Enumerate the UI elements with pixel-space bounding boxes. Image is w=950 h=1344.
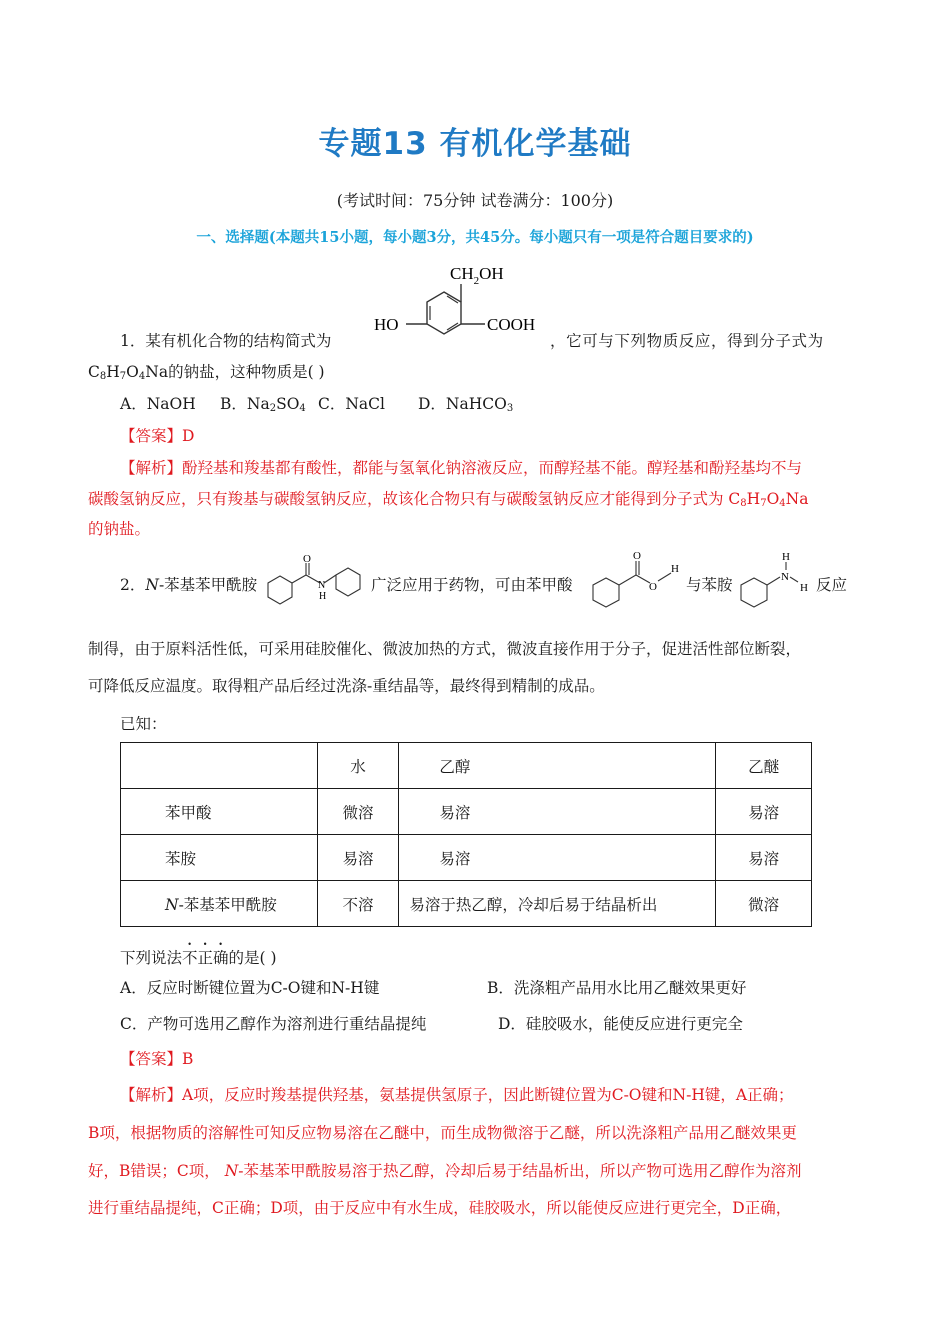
q2-option-b: B．洗涤粗产品用水比用乙醚效果更好 <box>487 979 747 997</box>
section-heading: 一、选择题(本题共15小题，每小题3分，共45分。每小题只有一项是符合题目要求的) <box>196 229 754 246</box>
q2-number: 2．N-苯基苯甲酰胺 <box>120 576 258 594</box>
table-header-cell <box>121 743 318 789</box>
q1-struct-top-label: $CH_2OH$ <box>450 264 504 287</box>
q1-analysis-line2: 碳酸氢钠反应，只有羧基与碳酸氢钠反应，故该化合物只有与碳酸氢钠反应才能得到分子式为 $C_8H_7O_4Na$ <box>88 490 809 509</box>
table-cell: N-苯基苯甲酰胺 <box>121 881 318 927</box>
q1-stem-line2: $C_8H_7O_4Na$的钠盐，这种物质是( ) <box>88 363 325 382</box>
q1-analysis-line1: 【解析】酚羟基和羧基都有酸性，都能与氢氧化钠溶液反应，而醇羟基不能。醇羟基和酚羟基均不与 <box>120 459 803 477</box>
q2-benzoic-acid-structure <box>586 548 686 614</box>
svg-text:O: O <box>649 581 657 593</box>
q2-question: 下列说法不正确的是( ) <box>120 949 277 967</box>
table-cell: 不溶 <box>317 881 399 927</box>
q2-aniline-structure <box>734 544 818 614</box>
q1-struct-left-label: HO <box>374 315 399 334</box>
table-cell: 易溶 <box>716 835 812 881</box>
svg-text:H: H <box>671 563 679 575</box>
q2-known-label: 已知： <box>120 715 167 733</box>
q1-structure-diagram <box>370 262 550 348</box>
table-cell: 易溶 <box>399 835 716 881</box>
table-cell: 苯胺 <box>121 835 318 881</box>
q1-stem-part2: ，它可与下列物质反应，得到分子式为 <box>550 332 824 350</box>
table-cell: 易溶 <box>716 789 812 835</box>
solubility-table <box>120 742 812 927</box>
table-header-cell: 水 <box>317 743 399 789</box>
table-row <box>121 835 812 881</box>
q2-analysis-line2: B项，根据物质的溶解性可知反应物易溶在乙醚中，而生成物微溶于乙醚，所以洗涤粗产品用乙醚效果更 <box>88 1124 797 1142</box>
q2-option-c: C．产物可选用乙醇作为溶剂进行重结晶提纯 <box>120 1015 427 1033</box>
table-row <box>121 789 812 835</box>
q2-stem-mid: 广泛应用于药物，可由苯甲酸 <box>371 576 573 594</box>
q2-answer: 【答案】B <box>120 1050 194 1068</box>
table-cell: 苯甲酸 <box>121 789 318 835</box>
svg-text:O: O <box>633 550 641 562</box>
q2-stem-line2: 制得，由于原料活性低，可采用硅胶催化、微波加热的方式，微波直接作用于分子，促进活性部位断裂， <box>88 640 802 658</box>
table-row <box>121 881 812 927</box>
q2-amide-structure <box>262 554 372 614</box>
svg-text:H: H <box>782 551 790 563</box>
table-cell: 微溶 <box>317 789 399 835</box>
table-cell: 易溶于热乙醇，冷却后易于结晶析出 <box>399 881 716 927</box>
exam-info: (考试时间：75分钟 试卷满分：100分) <box>336 191 614 210</box>
q1-struct-right-label: COOH <box>487 315 536 334</box>
table-header-row <box>121 743 812 789</box>
q2-analysis-line4: 进行重结晶提纯，C正确；D项，由于反应中有水生成，硅胶吸水，所以能使反应进行更完全，D正确， <box>88 1199 792 1217</box>
svg-text:H: H <box>800 582 808 594</box>
page-title: 专题13 有机化学基础 <box>318 126 632 162</box>
q2-stem-end: 反应 <box>816 576 848 594</box>
q1-option-a: A．NaOH <box>120 395 196 413</box>
q2-option-d: D．硅胶吸水，能使反应进行更完全 <box>498 1015 743 1033</box>
svg-text:O: O <box>303 554 311 565</box>
svg-text:N: N <box>318 580 326 591</box>
q1-analysis-line3: 的钠盐。 <box>88 520 151 538</box>
q2-option-a: A．反应时断键位置为C-O键和N-H键 <box>120 979 380 997</box>
table-header-cell: 乙醇 <box>399 743 716 789</box>
q2-stem-and: 与苯胺 <box>686 576 733 594</box>
q1-option-d: D．NaHCO$_3$ <box>418 395 514 414</box>
svg-text:H: H <box>319 591 327 602</box>
q1-option-c: C．NaCl <box>318 395 385 413</box>
q1-stem-part1: 1．某有机化合物的结构简式为 <box>120 332 332 350</box>
q2-analysis-line3: 好，B错误；C项， N-苯基苯甲酰胺易溶于热乙醇，冷却后易于结晶析出，所以产物可选用乙醇作为溶剂 <box>88 1162 802 1180</box>
table-cell: 微溶 <box>716 881 812 927</box>
q2-analysis-line1: 【解析】A项，反应时羧基提供羟基，氨基提供氢原子，因此断键位置为C-O键和N-H键，A正确； <box>120 1086 794 1104</box>
q1-answer: 【答案】D <box>120 427 195 445</box>
table-cell: 易溶 <box>399 789 716 835</box>
table-cell: 易溶 <box>317 835 399 881</box>
svg-text:N: N <box>781 571 789 583</box>
table-header-cell: 乙醚 <box>716 743 812 789</box>
q1-option-b: B．$Na_2SO_4$ <box>220 395 306 414</box>
q2-stem-line3: 可降低反应温度。取得粗产品后经过洗涤-重结晶等，最终得到精制的成品。 <box>88 677 605 695</box>
